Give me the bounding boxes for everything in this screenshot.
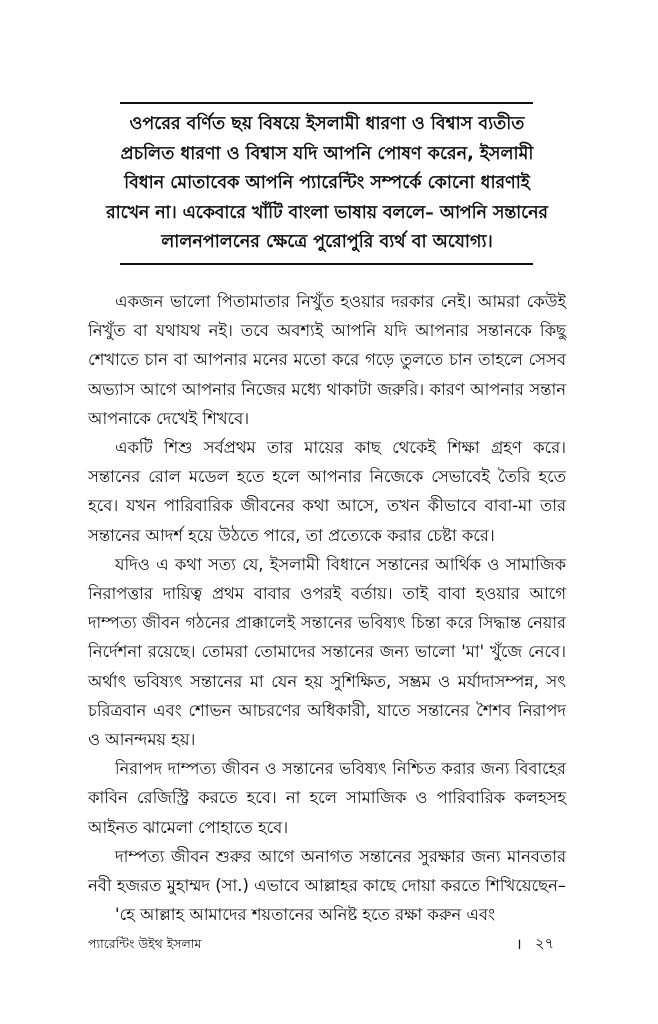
- text-line: নিরাপদ দাম্পত্য জীবন ও সন্তানের ভবিষ্যৎ নিশ্চিত করার জন্য বিবাহের: [115, 759, 566, 779]
- text-line: নিরাপত্তার দায়িত্ব প্রথম বাবার ওপরই বর্তায়। তাই বাবা হওয়ার আগে: [88, 584, 566, 604]
- callout-line: লালনপালনের ক্ষেত্রে পুরোপুরি ব্যর্থ বা অযোগ্য।: [161, 232, 493, 252]
- text-line: নির্দেশনা রয়েছে। তোমরা তোমাদের সন্তানের জন্য ভালো 'মা' খুঁজে নেবে।: [88, 642, 566, 662]
- text-line: নিখুঁত বা যথাযথ নই। তবে অবশ্যই আপনি যদি আপনার সন্তানকে কিছু: [88, 321, 566, 341]
- text-line: নবী হজরত মুহাম্মদ (সা.) এভাবে আল্লাহর কাছে দোয়া করতে শিখিয়েছেন–: [88, 876, 566, 896]
- text-line: চরিত্রবান এবং শোভন আচরণের অধিকারী, যাতে সন্তানের শৈশব নিরাপদ: [88, 700, 566, 720]
- text-line: যদিও এ কথা সত্য যে, ইসলামী বিধানে সন্তানের আর্থিক ও সামাজিক: [115, 554, 566, 574]
- text-line: অভ্যাস আগে আপনার নিজের মধ্যে থাকাটা জরুরি। কারণ আপনার সন্তান: [88, 379, 566, 399]
- paragraph-1: [88, 287, 566, 433]
- callout-line: ওপরের বর্ণিত ছয় বিষয়ে ইসলামী ধারণা ও বিশ্বাস ব্যতীত: [129, 114, 525, 134]
- paragraph-4: [88, 754, 566, 842]
- text-line: দাম্পত্য জীবন শুরুর আগে অনাগত সন্তানের সুরক্ষার জন্য মানবতার: [115, 846, 566, 866]
- text-line: একটি শিশু সর্বপ্রথম তার মায়ের কাছ থেকেই শিক্ষা গ্রহণ করে।: [115, 438, 566, 458]
- paragraph-3: [88, 550, 566, 754]
- paragraph-2: [88, 433, 566, 550]
- top-rule: [120, 102, 533, 104]
- text-line: 'হে আল্লাহ আমাদের শয়তানের অনিষ্ট হতে রক্ষা করুন এবং: [115, 905, 496, 925]
- text-line: একজন ভালো পিতামাতার নিখুঁত হওয়ার দরকার নেই। আমরা কেউই: [115, 292, 566, 311]
- text-line: দাম্পত্য জীবন গঠনের প্রাক্কালেই সন্তানের ভবিষ্যৎ চিন্তা করে সিদ্ধান্ত নেয়ার: [88, 613, 566, 633]
- text-line: হবে। যখন পারিবারিক জীবনের কথা আসে, তখন কীভাবে বাবা-মা তার: [88, 496, 566, 516]
- text-line: ও আনন্দময় হয়।: [88, 730, 196, 750]
- text-line: অর্থাৎ ভবিষ্যৎ সন্তানের মা যেন হয় সুশিক্ষিত, সম্ভ্রম ও মর্যাদাসম্পন্ন, সৎ: [88, 671, 566, 691]
- page-number: ২৭: [535, 936, 554, 952]
- bottom-rule: [120, 263, 533, 265]
- callout-line: বিধান মোতাবেক আপনি প্যারেন্টিং সম্পর্কে কোনো ধারণাই: [124, 173, 530, 193]
- body-text: [88, 287, 566, 929]
- callout-line: প্রচলিত ধারণা ও বিশ্বাস যদি আপনি পোষণ করেন, ইসলামী: [120, 143, 534, 164]
- page-footer: [88, 932, 566, 956]
- footer-separator: ।: [516, 935, 522, 953]
- running-title: প্যারেন্টিং উইথ ইসলাম: [88, 936, 202, 951]
- text-line: সন্তানের আদর্শ হয়ে উঠতে পারে, তা প্রত্যেকে করার চেষ্টা করে।: [88, 525, 495, 545]
- text-line: কাবিন রেজিস্ট্রি করতে হবে। না হলে সামাজিক ও পারিবারিক কলহসহ: [88, 788, 566, 808]
- callout-line: রাখেন না। একেবারে খাঁটি বাংলা ভাষায় বললে– আপনি সন্তানের: [106, 202, 548, 223]
- callout-box: [106, 110, 548, 258]
- paragraph-5: [88, 842, 566, 930]
- text-line: আইনত ঝামেলা পোহাতে হবে।: [88, 817, 289, 837]
- text-line: শেখাতে চান বা আপনার মনের মতো করে গড়ে তুলতে চান তাহলে সেসব: [88, 350, 566, 370]
- text-line: আপনাকে দেখেই শিখবে।: [88, 408, 250, 428]
- text-line: সন্তানের রোল মডেল হতে হলে আপনার নিজেকে সেভাবেই তৈরি হতে: [88, 467, 566, 487]
